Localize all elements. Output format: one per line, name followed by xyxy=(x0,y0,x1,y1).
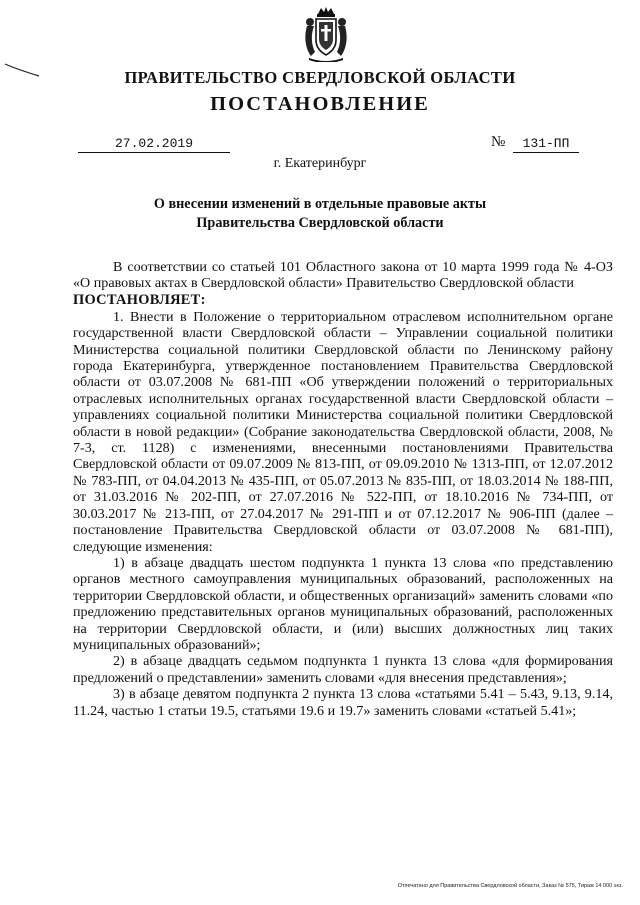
document-subject xyxy=(120,195,520,233)
print-note: Отпечатано для Правительства Свердловской области, Заказ № 575, Тираж 14 000 экз. xyxy=(397,883,623,889)
number-sign: № xyxy=(491,134,506,150)
subject-line-2: Правительства Свердловской области xyxy=(196,215,444,231)
city-name: г. Екатеринбург xyxy=(273,156,367,171)
subitem-1-paragraph: 1) в абзаце двадцать шестом подпункта 1 пункта 13 слова «по представлению органов местного самоуправления муниципальных образований, расположенных на территории Свердловской области, и общественных организаций» заменить словами «по предложению представительных органов муниципальных образований, расположенных на территории Свердловской области, и (или) высших должностных лиц таких муниципальных образований»; xyxy=(73,554,613,653)
document-date: 27.02.2019 xyxy=(78,136,230,153)
decree-keyword: ПОСТАНОВЛЯЕТ: xyxy=(73,291,206,308)
coat-of-arms-emblem xyxy=(301,6,351,62)
subject-line-1: О внесении изменений в отдельные правовые акты xyxy=(153,196,487,212)
document-number: 131-ПП xyxy=(513,136,579,153)
organization-title: ПРАВИТЕЛЬСТВО СВЕРДЛОВСКОЙ ОБЛАСТИ xyxy=(124,68,516,87)
subitem-2-paragraph: 2) в абзаце двадцать седьмом подпункта 1 пункта 13 слова «для формирования предложений о представлении» заменить словами «для внесения представления»; xyxy=(73,653,613,686)
intro-paragraph: В соответствии со статьей 101 Областного закона от 10 марта 1999 года № 4-ОЗ «О правовых актах в Свердловской области» Правительство Свердловской области xyxy=(73,259,613,292)
document-body xyxy=(73,259,613,719)
item-1-paragraph: 1. Внести в Положение о территориальном отраслевом исполнительном органе государственной власти Свердловской области – Управлении социальной политики Министерства социальной политики Свердловской области по Ленинскому району города Екатеринбурга, утвержденное постановлением Правительства Свердловской области от 03.07.2008 № 681-ПП «Об утверждении положений о территориальных отраслевых исполнительных органах государственной власти Свердловской области – управлениях социальной политики Министерства социальной политики Свердловской области в новой редакции» (Собрание законодательства Свердловской области, 2008, № 7-3, ст. 1128) с изменениями, внесенными постановлениями Правительства Свердловской области от 09.07.2009 № 813-ПП, от 09.09.2010 № 1313-ПП, от 12.07.2012 № 783-ПП, от 04.04.2013 № 435-ПП, от 05.07.2013 № 835-ПП, от 18.03.2014 № 188-ПП, от 31.03.2016 № 202-ПП, от 27.07.2016 № 522-ПП, от 18.10.2016 № 734-ПП, от 30.03.2017 № 213-ПП, от 27.04.2017 № 291-ПП и от 07.12.2017 № 906-ПП (далее – постановление Правительства Свердловской области от 03.07.2008 № 681-ПП), следующие изменения: xyxy=(73,308,613,555)
document-type-heading: ПОСТАНОВЛЕНИЕ xyxy=(210,93,430,115)
subitem-3-paragraph: 3) в абзаце девятом подпункта 2 пункта 13 слова «статьями 5.41 – 5.43, 9.13, 9.14, 11.24, частью 1 статьи 19.5, статьями 19.6 и 19.7» заменить словами «статьей 5.41»; xyxy=(73,686,613,719)
